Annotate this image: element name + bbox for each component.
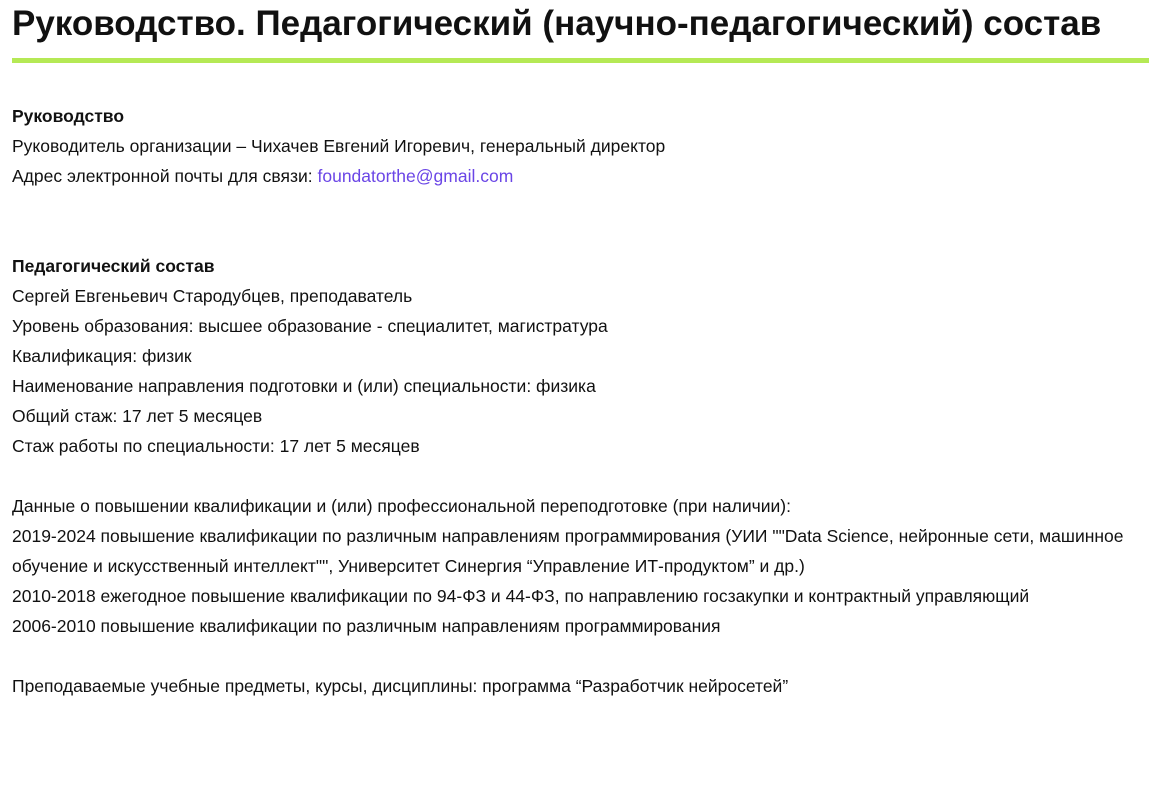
teaching-staff-heading: Педагогический состав xyxy=(12,256,215,276)
spacer xyxy=(12,461,1149,491)
education-level: Уровень образования: высшее образование - специалитет, магистратура xyxy=(12,316,608,336)
management-section xyxy=(12,101,1149,191)
page-title: Руководство. Педагогический (научно-педагогический) состав xyxy=(12,4,1102,43)
email-link[interactable]: foundatorthe@gmail.com xyxy=(317,166,514,186)
training-item: 2006-2010 повышение квалификации по различным направлениям программирования xyxy=(12,616,721,636)
email-label: Адрес электронной почты для связи: xyxy=(12,166,318,186)
subjects-taught: Преподаваемые учебные предметы, курсы, дисциплины: программа “Разработчик нейросетей” xyxy=(12,676,789,696)
training-item: 2019-2024 повышение квалификации по различным направлениям программирования (УИИ ""Data Science, нейронные сети, машинное обучение и искусственный интеллект"", Университет Синергия “Управление ИТ-продуктом” и др.) xyxy=(12,526,1124,576)
specialty: Наименование направления подготовки и (или) специальности: физика xyxy=(12,376,596,396)
training-heading: Данные о повышении квалификации и (или) профессиональной переподготовке (при наличии): xyxy=(12,496,791,516)
teacher-name: Сергей Евгеньевич Стародубцев, преподаватель xyxy=(12,286,413,306)
management-heading: Руководство xyxy=(12,106,125,126)
specialty-experience: Стаж работы по специальности: 17 лет 5 месяцев xyxy=(12,436,420,456)
teaching-staff-section xyxy=(12,251,1149,701)
training-item: 2010-2018 ежегодное повышение квалификации по 94-ФЗ и 44-ФЗ, по направлению госзакупки и контрактный управляющий xyxy=(12,586,1030,606)
email-line xyxy=(12,161,1149,191)
content xyxy=(12,101,1149,701)
head-of-organization: Руководитель организации – Чихачев Евгений Игоревич, генеральный директор xyxy=(12,136,666,156)
title-divider xyxy=(12,58,1149,63)
spacer xyxy=(12,641,1149,671)
spacer xyxy=(12,191,1149,251)
total-experience: Общий стаж: 17 лет 5 месяцев xyxy=(12,406,263,426)
qualification: Квалификация: физик xyxy=(12,346,192,366)
